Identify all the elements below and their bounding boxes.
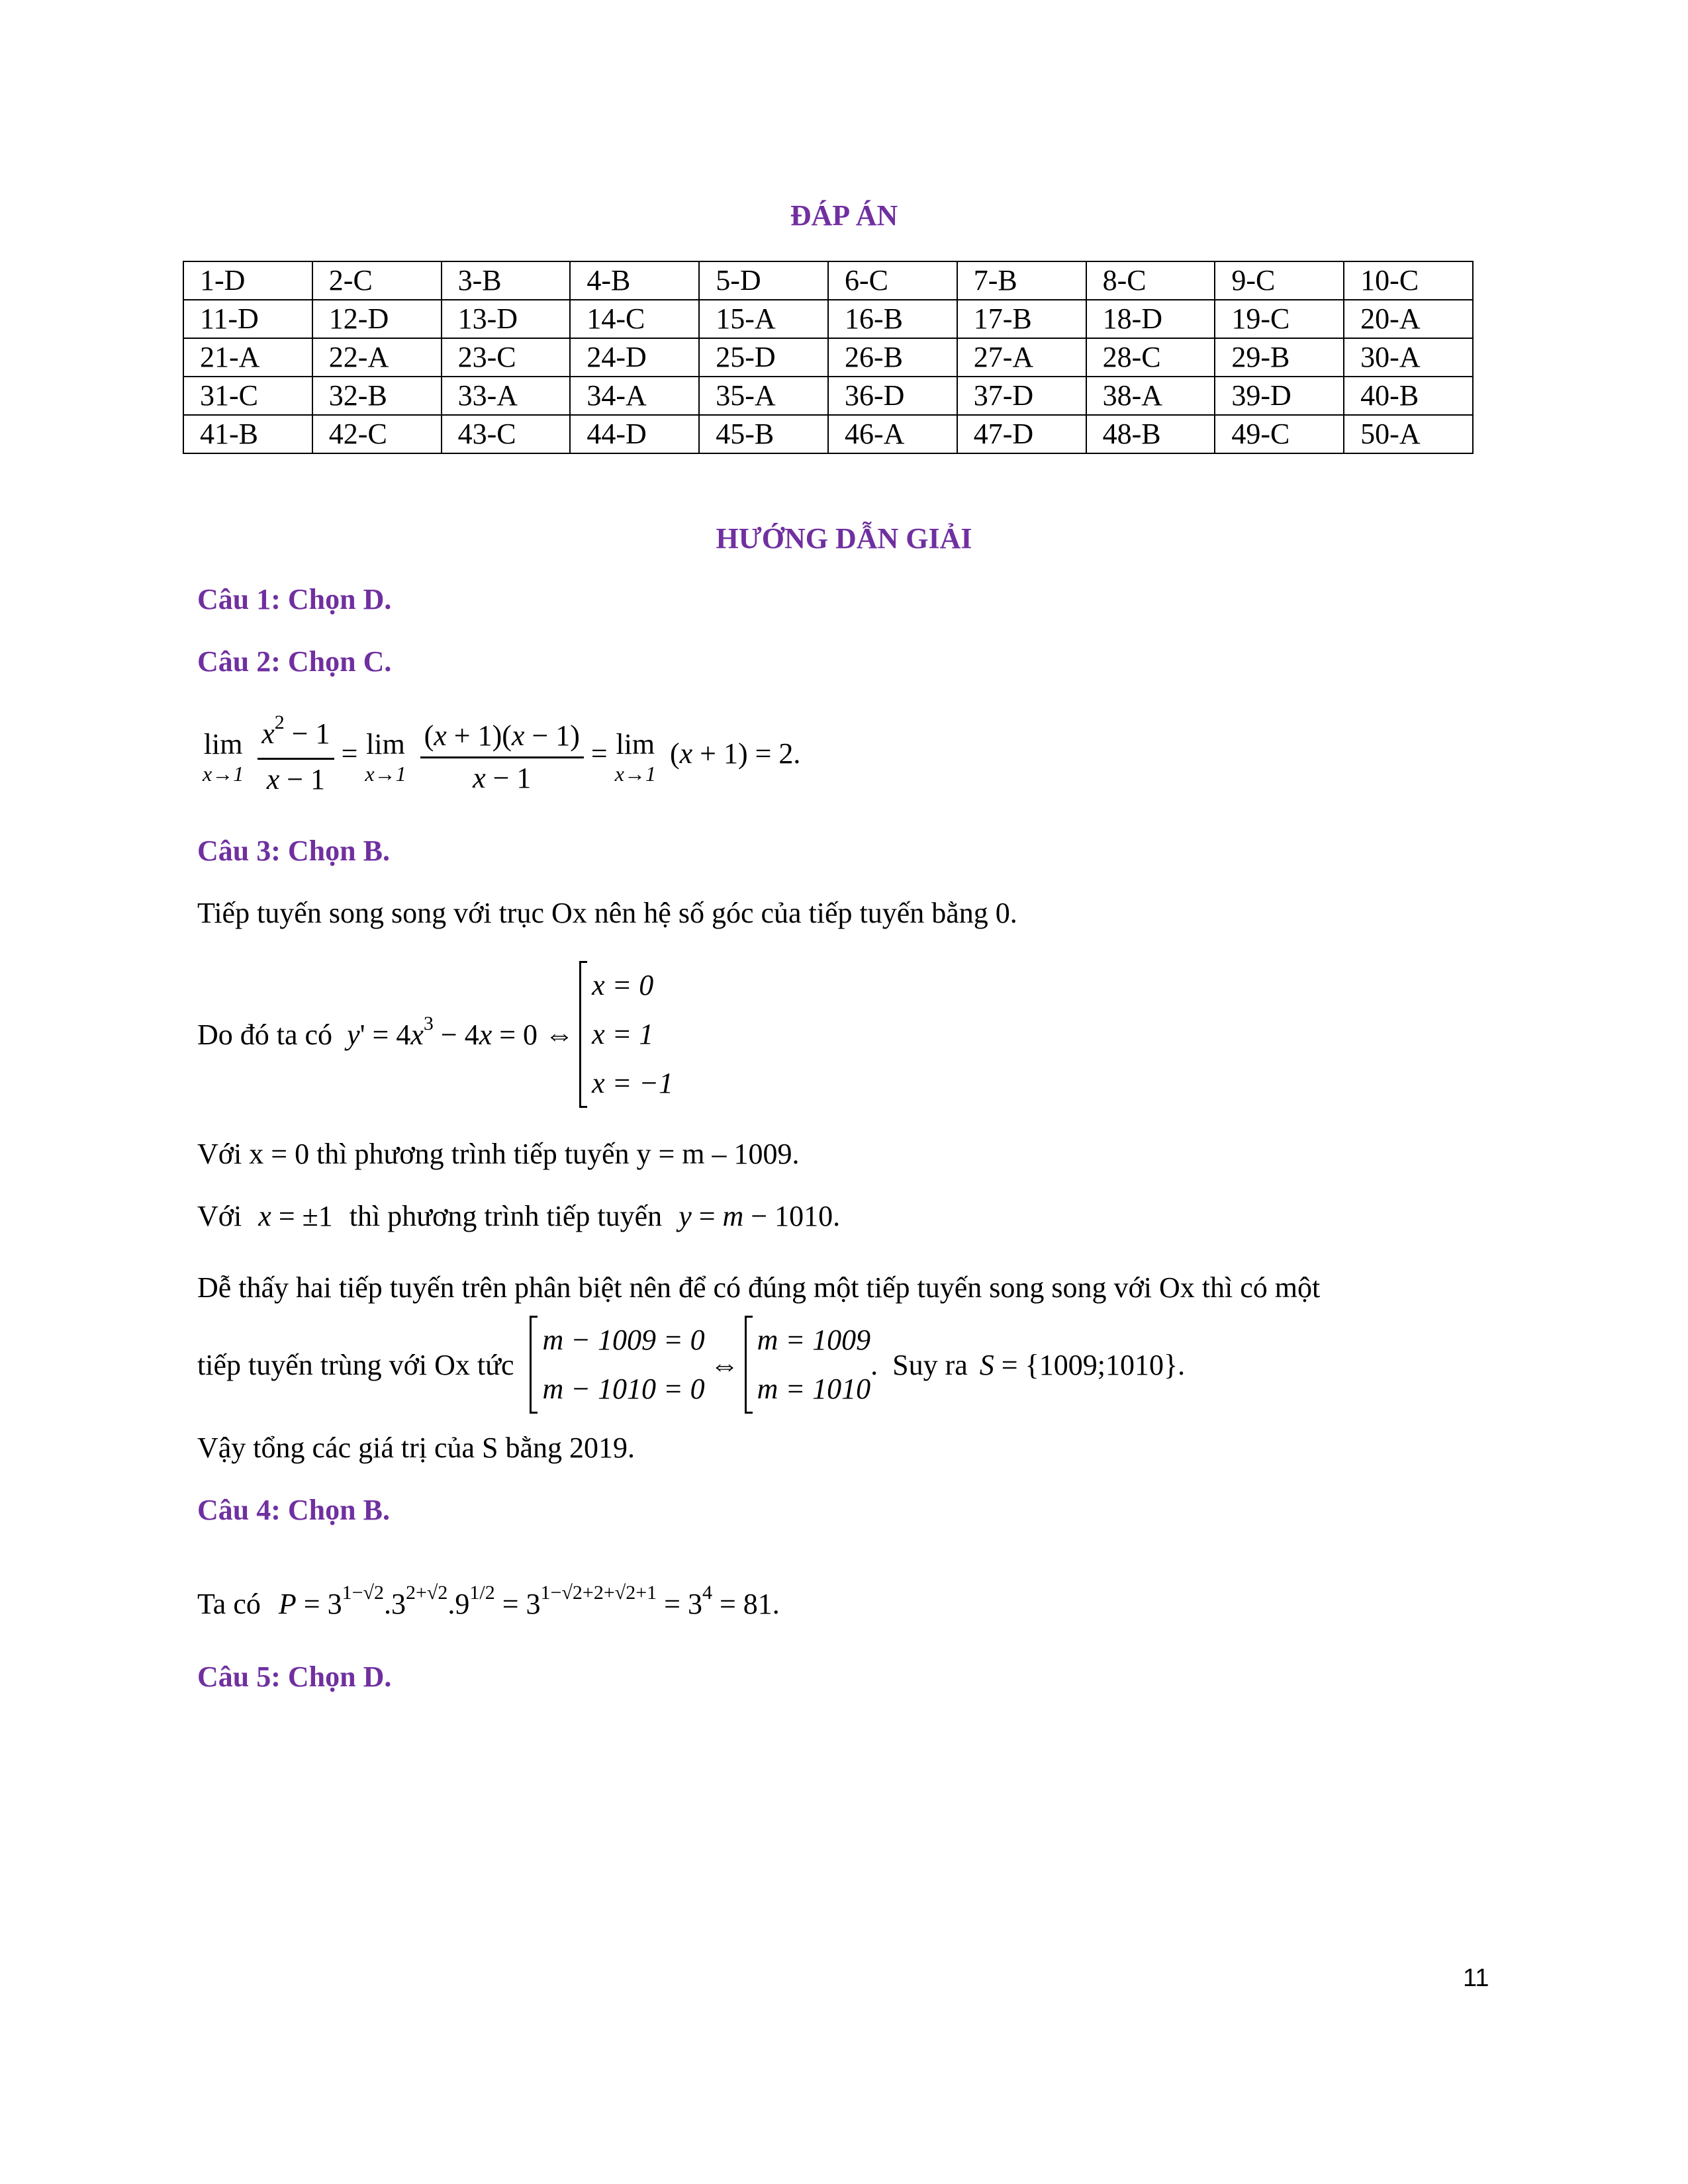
q3-line4-a: Với bbox=[197, 1200, 242, 1232]
answer-cell: 47-D bbox=[957, 415, 1086, 453]
answer-cell: 34-A bbox=[570, 377, 699, 415]
answer-cell: 25-D bbox=[699, 338, 828, 377]
q2-limit-formula: lim x→1 $\frac{x^2 - 1}{x - 1}$ = lim x→1 $\frac{(x + 1)(x - 1)}{x - 1}$ = lim x→1 (x + 1) = 2. bbox=[203, 711, 801, 796]
answer-cell: 6-C bbox=[828, 261, 957, 300]
answer-cell: 22-A bbox=[312, 338, 442, 377]
answer-cell: 20-A bbox=[1344, 300, 1473, 338]
answer-cell: 19-C bbox=[1215, 300, 1344, 338]
answer-cell: 3-B bbox=[442, 261, 571, 300]
answer-cell: 43-C bbox=[442, 415, 571, 453]
answer-cell: 5-D bbox=[699, 261, 828, 300]
page-number: 11 bbox=[1463, 1964, 1489, 1992]
answer-cell: 50-A bbox=[1344, 415, 1473, 453]
answer-cell: 23-C bbox=[442, 338, 571, 377]
answer-cell: 4-B bbox=[570, 261, 699, 300]
answer-cell: 45-B bbox=[699, 415, 828, 453]
q3-line6-b: Suy ra bbox=[892, 1348, 968, 1381]
answer-cell: 49-C bbox=[1215, 415, 1344, 453]
answer-cell: 42-C bbox=[312, 415, 442, 453]
answer-cell: 36-D bbox=[828, 377, 957, 415]
answer-cell: 13-D bbox=[442, 300, 571, 338]
answer-cell: 2-C bbox=[312, 261, 442, 300]
answer-cell: 32-B bbox=[312, 377, 442, 415]
q3-line4-b: thì phương trình tiếp tuyến bbox=[349, 1200, 663, 1232]
answer-cell: 41-B bbox=[183, 415, 312, 453]
answer-cell: 28-C bbox=[1086, 338, 1215, 377]
q5-heading: Câu 5: Chọn D. bbox=[197, 1661, 392, 1693]
answer-cell: 46-A bbox=[828, 415, 957, 453]
answer-cell: 37-D bbox=[957, 377, 1086, 415]
answer-cell: 39-D bbox=[1215, 377, 1344, 415]
answer-cell: 16-B bbox=[828, 300, 957, 338]
answer-cell: 17-B bbox=[957, 300, 1086, 338]
answer-cell: 33-A bbox=[442, 377, 571, 415]
answer-cell: 18-D bbox=[1086, 300, 1215, 338]
q4-formula: Ta có $P = 3^{1-√2}.3^{2+√2}.9^{1/2} = 3^{1-√2+2+√2+1} = 3^4 = 81$. bbox=[197, 1582, 780, 1620]
answer-cell: 24-D bbox=[570, 338, 699, 377]
q3-line4: Với x = ±1 thì phương trình tiếp tuyến y = m − 1010. bbox=[197, 1200, 841, 1232]
answer-cell: 1-D bbox=[183, 261, 312, 300]
answer-title: ĐÁP ÁN bbox=[790, 199, 898, 232]
answer-row bbox=[183, 261, 1473, 300]
answer-key-table bbox=[183, 261, 1474, 454]
answer-cell: 9-C bbox=[1215, 261, 1344, 300]
answer-cell: 30-A bbox=[1344, 338, 1473, 377]
q3-line2-prefix: Do đó ta có bbox=[197, 1018, 333, 1051]
answer-cell: 15-A bbox=[699, 300, 828, 338]
q3-line7: Vậy tổng các giá trị của S bằng 2019. bbox=[197, 1432, 635, 1464]
q3-line5: Dễ thấy hai tiếp tuyến trên phân biệt nên để có đúng một tiếp tuyến song song với Ox thì có một bbox=[197, 1271, 1321, 1304]
q3-line6-a: tiếp tuyến trùng với Ox tức bbox=[197, 1348, 514, 1381]
answer-row bbox=[183, 377, 1473, 415]
answer-cell: 38-A bbox=[1086, 377, 1215, 415]
answer-cell: 12-D bbox=[312, 300, 442, 338]
q2-heading: Câu 2: Chọn C. bbox=[197, 645, 392, 678]
q3-heading: Câu 3: Chọn B. bbox=[197, 835, 390, 867]
q3-line6: tiếp tuyến trùng với Ox tức m − 1009 = 0 m − 1010 = 0 ⇔ m = 1009 m = 1010 . Suy ra S = {1009;1010}. bbox=[197, 1316, 1185, 1414]
q1-heading: Câu 1: Chọn D. bbox=[197, 583, 392, 615]
answer-cell: 27-A bbox=[957, 338, 1086, 377]
answer-cell: 8-C bbox=[1086, 261, 1215, 300]
answer-cell: 35-A bbox=[699, 377, 828, 415]
answer-cell: 29-B bbox=[1215, 338, 1344, 377]
answer-cell: 7-B bbox=[957, 261, 1086, 300]
answer-cell: 40-B bbox=[1344, 377, 1473, 415]
answer-row bbox=[183, 300, 1473, 338]
answer-cell: 10-C bbox=[1344, 261, 1473, 300]
answer-cell: 44-D bbox=[570, 415, 699, 453]
answer-cell: 48-B bbox=[1086, 415, 1215, 453]
answer-cell: 31-C bbox=[183, 377, 312, 415]
answer-cell: 14-C bbox=[570, 300, 699, 338]
q3-line1: Tiếp tuyến song song với trục Ox nên hệ số góc của tiếp tuyến bằng 0. bbox=[197, 897, 1017, 929]
guide-title: HƯỚNG DẪN GIẢI bbox=[716, 522, 972, 555]
q4-prefix: Ta có bbox=[197, 1588, 261, 1620]
answer-cell: 26-B bbox=[828, 338, 957, 377]
answer-cell: 21-A bbox=[183, 338, 312, 377]
answer-row bbox=[183, 415, 1473, 453]
q3-line3: Với x = 0 thì phương trình tiếp tuyến y = m – 1009. bbox=[197, 1138, 800, 1170]
q4-heading: Câu 4: Chọn B. bbox=[197, 1494, 390, 1526]
answer-row bbox=[183, 338, 1473, 377]
q3-derivative: Do đó ta có $y' = 4x^3 - 4x = 0$ ⇔ x = 0 x = 1 x = −1 bbox=[197, 961, 673, 1108]
answer-cell: 11-D bbox=[183, 300, 312, 338]
